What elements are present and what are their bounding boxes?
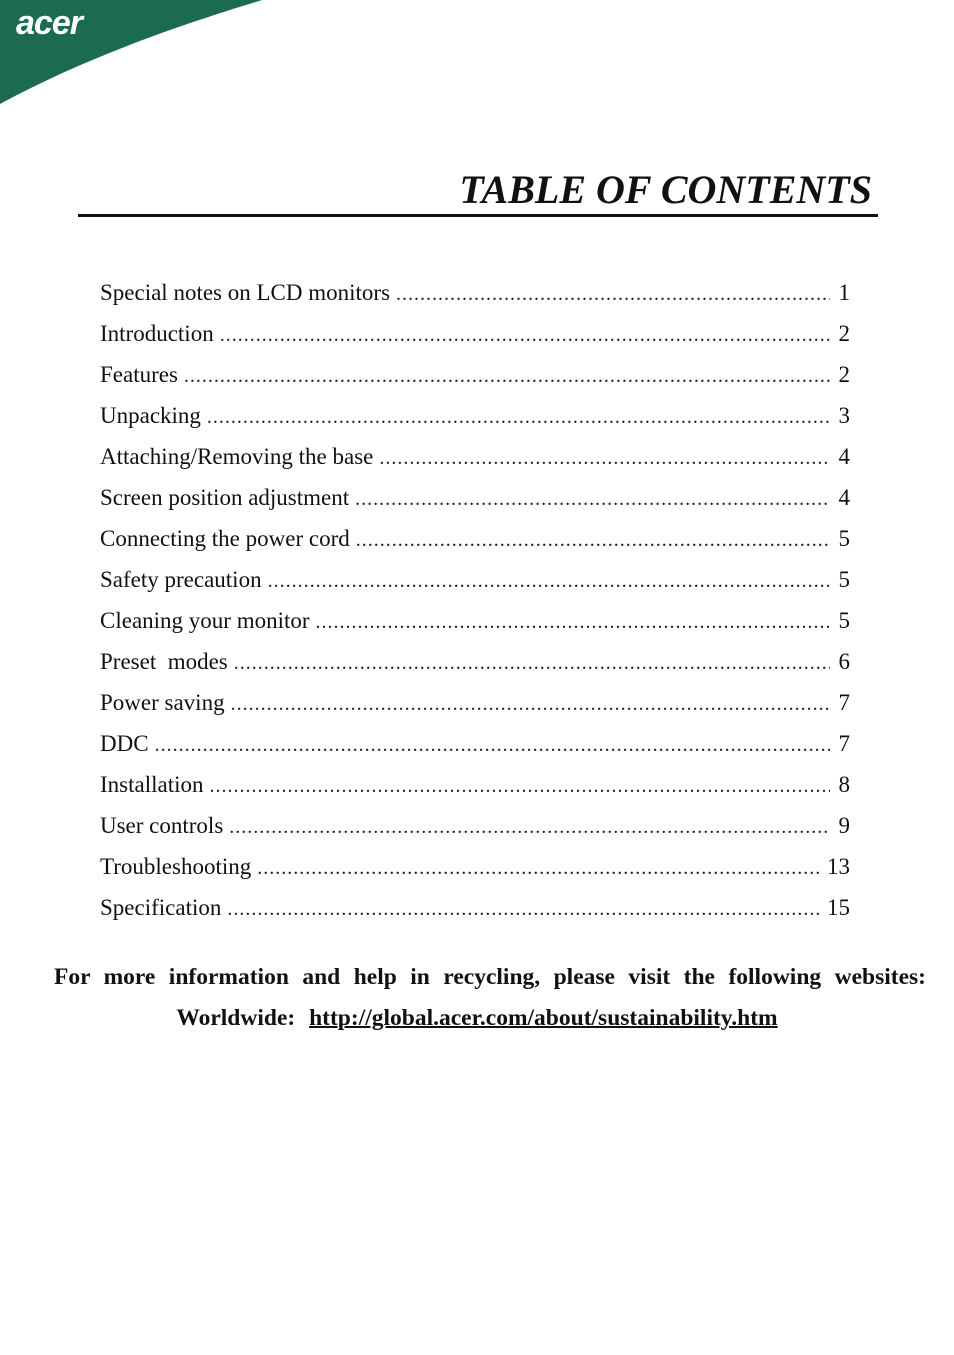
toc-entry[interactable]	[100, 483, 850, 524]
toc-entry-page: 5	[838, 526, 850, 551]
toc-entry-label: Installation	[100, 772, 204, 797]
toc-entry[interactable]	[100, 319, 850, 360]
toc-dot-leader	[355, 484, 830, 514]
toc-entry-page: 3	[838, 403, 850, 428]
toc-dot-leader	[220, 320, 830, 350]
toc-dot-leader	[207, 402, 830, 432]
toc-dot-leader	[184, 361, 830, 391]
title-underline	[78, 214, 878, 217]
toc-dot-leader	[316, 607, 830, 637]
sustainability-link[interactable]: http://global.acer.com/about/sustainability.htm	[309, 1005, 778, 1031]
toc-dot-leader	[209, 771, 830, 801]
toc-entry-page: 7	[838, 731, 850, 756]
toc-entry-label: Cleaning your monitor	[100, 608, 310, 633]
page-title: TABLE OF CONTENTS	[459, 167, 872, 212]
toc-dot-leader	[356, 525, 830, 555]
toc-entry-label: Preset modes	[100, 649, 228, 674]
toc-entry-label: Introduction	[100, 321, 214, 346]
toc-entry-page: 2	[838, 362, 850, 387]
acer-logo: acer	[16, 4, 82, 42]
toc-entry-page: 5	[838, 567, 850, 592]
toc-entry-label: Special notes on LCD monitors	[100, 280, 391, 305]
toc-entry[interactable]	[100, 401, 850, 442]
toc-entry-page: 1	[838, 280, 850, 305]
toc-entry-page: 5	[838, 608, 850, 633]
toc-entry-label: Features	[100, 362, 178, 387]
toc-entry-label: Screen position adjustment	[100, 485, 350, 510]
recycling-note: For more information and help in recycling, please visit the following websites:	[54, 964, 926, 990]
toc-dot-leader	[234, 648, 830, 678]
toc-entry[interactable]	[100, 565, 850, 606]
toc-entry-page: 9	[838, 813, 850, 838]
toc-entry-label: Attaching/Removing the base	[100, 444, 374, 469]
toc-entry-page: 4	[838, 485, 850, 510]
toc-entry-page: 4	[838, 444, 850, 469]
toc-entry[interactable]	[100, 360, 850, 401]
brand-corner	[0, 0, 300, 120]
toc-dot-leader	[155, 730, 830, 760]
toc-entry[interactable]	[100, 606, 850, 647]
toc-entry[interactable]	[100, 442, 850, 483]
toc-entry-label: Specification	[100, 895, 222, 920]
toc-dot-leader	[396, 279, 830, 309]
toc-entry[interactable]	[100, 729, 850, 770]
worldwide-line	[0, 1003, 954, 1033]
toc-entry-label: Troubleshooting	[100, 854, 252, 879]
toc-entry-page: 13	[827, 854, 850, 879]
toc-entry[interactable]	[100, 524, 850, 565]
toc-entry-page: 7	[838, 690, 850, 715]
table-of-contents	[100, 278, 850, 934]
toc-dot-leader	[227, 894, 821, 924]
worldwide-label: Worldwide:	[176, 1005, 296, 1031]
toc-entry-page: 15	[827, 895, 850, 920]
toc-entry[interactable]	[100, 770, 850, 811]
toc-entry-label: Unpacking	[100, 403, 201, 428]
toc-dot-leader	[379, 443, 830, 473]
toc-entry[interactable]	[100, 688, 850, 729]
toc-dot-leader	[231, 689, 830, 719]
toc-entry[interactable]	[100, 811, 850, 852]
toc-entry-page: 2	[838, 321, 850, 346]
toc-entry[interactable]	[100, 893, 850, 934]
toc-entry-label: DDC	[100, 731, 149, 756]
toc-dot-leader	[257, 853, 821, 883]
toc-entry-label: User controls	[100, 813, 224, 838]
toc-entry-label: Safety precaution	[100, 567, 262, 592]
toc-entry-label: Power saving	[100, 690, 225, 715]
toc-entry-page: 6	[838, 649, 850, 674]
toc-entry[interactable]	[100, 852, 850, 893]
toc-entry[interactable]	[100, 278, 850, 319]
toc-entry-page: 8	[838, 772, 850, 797]
toc-entry-label: Connecting the power cord	[100, 526, 350, 551]
toc-dot-leader	[268, 566, 830, 596]
toc-dot-leader	[229, 812, 830, 842]
toc-entry[interactable]	[100, 647, 850, 688]
